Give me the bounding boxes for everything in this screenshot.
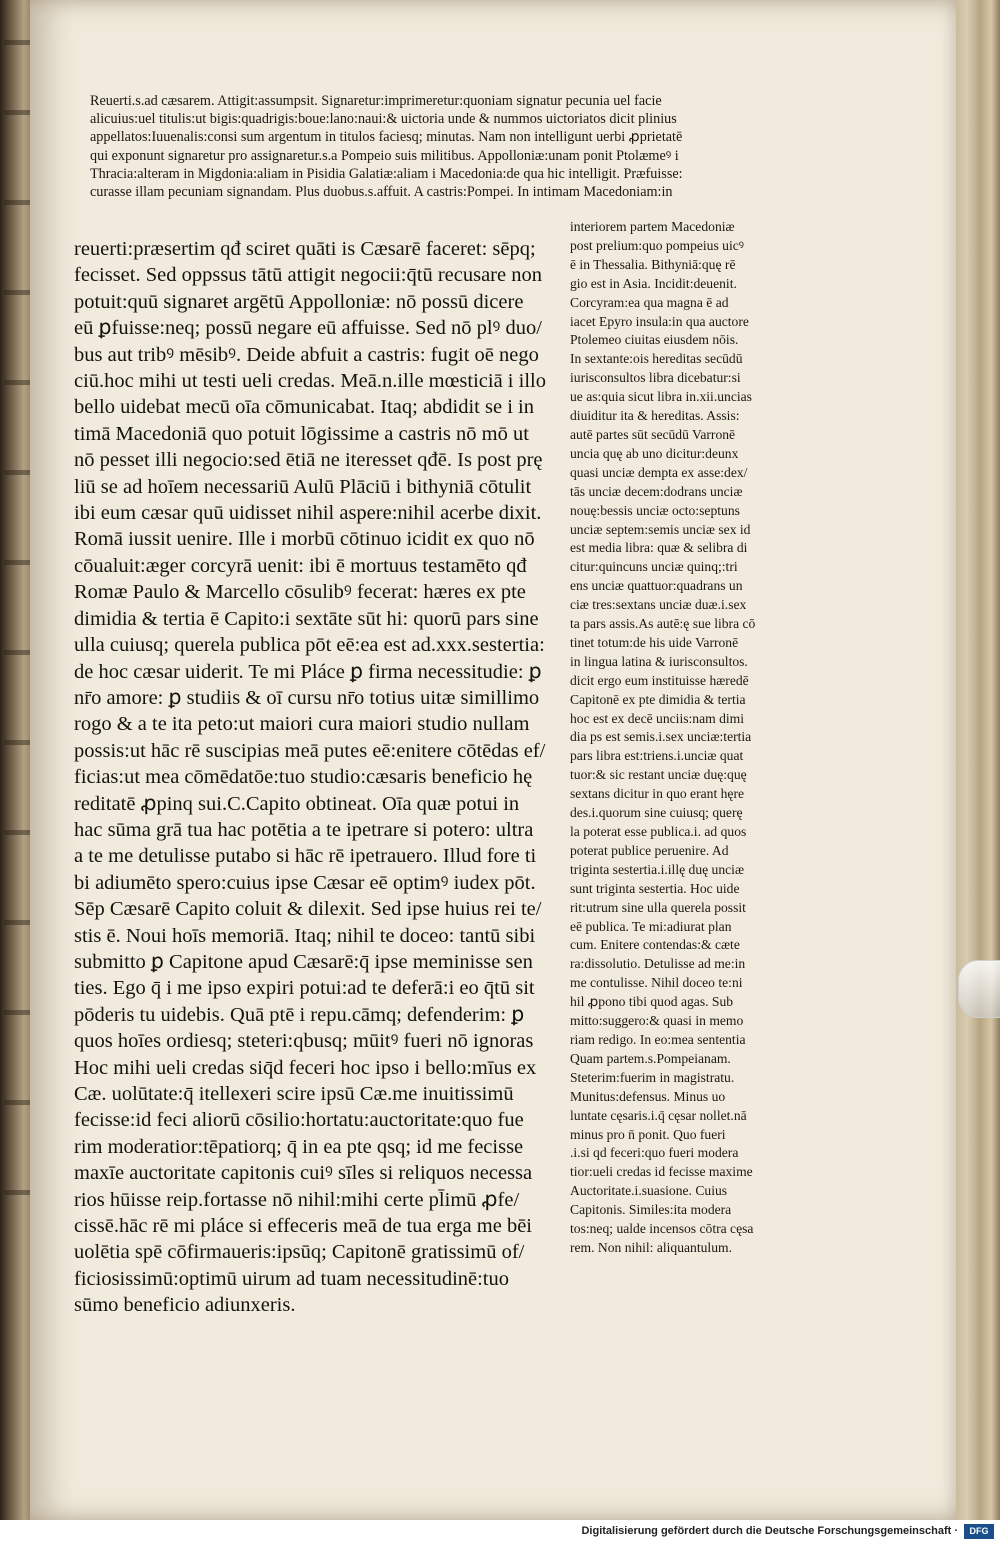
side-commentary-line: dia ps est semis.i.sex unciæ:tertia (570, 729, 752, 745)
text-line: rios hūisse reip.fortasse nō nihil:mihi certe pl̄imū ꝓfe/ (74, 1188, 520, 1211)
text-line: bi adiumēto spero:cuius ipse Cæsar eē optimꝰ iudex pōt. (74, 871, 536, 894)
top-commentary-block (90, 92, 880, 201)
text-line: Romā iussit uenire. Ille i morbū cōtinuo icidit ex quo nō (74, 528, 535, 551)
text-line: timā Macedoniā quo potuit lōgissime a castris nō mō ut (74, 422, 529, 445)
side-commentary-line: Steterim:fuerim in magistratu. (570, 1069, 735, 1085)
side-commentary-line: nouę:bessis unciæ octo:septuns (570, 502, 740, 518)
text-line: ciū.hoc mihi ut testi ueli credas. Meā.n.ille mœsticiā i illo (74, 370, 546, 393)
side-commentary-line: interiorem partem Macedoniæ (570, 219, 735, 234)
side-commentary-line: Quam partem.s.Pompeianam. (570, 1050, 731, 1066)
text-line: nr̄o amore: ꝑ studiis & oī cursu nr̄o totius uitæ simillimo (74, 686, 540, 709)
side-commentary-line: uncia quę ab uno dicitur:deunx (570, 445, 739, 461)
side-commentary-line: me contulisse. Nihil doceo te:ni (570, 975, 743, 991)
side-commentary-line: la poterat esse publica.i. ad quos (570, 824, 747, 839)
side-commentary-line: citur:quincuns unciæ quinq;:tri (570, 559, 738, 575)
side-commentary-line: ta pars assis.As autē:ę sue libra cō (570, 616, 756, 632)
page-stack-edge (956, 0, 1000, 1520)
side-commentary-column (570, 218, 840, 1258)
side-commentary-line: tos:neq; ualde incensos cōtra cęsa (570, 1221, 754, 1237)
commentary-line: curasse illam pecuniam signandam. Plus duobus.s.affuit. A castris:Pompei. In intimam Macedoniam:in (90, 184, 673, 201)
main-text-column (74, 236, 570, 1319)
text-line: ficiosissimū:optimū uirum ad tuam necessitudinē:tuo (74, 1267, 510, 1290)
text-line: sūmo beneficio adiunxeris. (74, 1294, 296, 1317)
text-line: reuerti:præsertim qđ sciret quāti is Cæsarē faceret: sēpq; (74, 238, 536, 260)
side-commentary-line: riam redigo. In eo:mea sententia (570, 1031, 746, 1047)
previous-page-edge (0, 0, 34, 1520)
side-commentary-line: sunt triginta sestertia. Hoc uide (570, 880, 740, 896)
side-commentary-line: hoc est ex decē unciis:nam dimi (570, 710, 745, 726)
side-commentary-line: rem. Non nihil: aliquantulum. (570, 1239, 732, 1255)
side-commentary-line: poterat publice peruenire. Ad (570, 842, 729, 858)
side-commentary-line: ē in Thessalia. Bithyniā:quę rē (570, 256, 736, 272)
commentary-line: Thracia:alteram in Migdonia:aliam in Pisidia Galatiæ:aliam i Macedonia:de qua hic intelligit. Præfuisse: (90, 165, 683, 182)
text-line: ibi eum cæsar quū uidisset nihil aspere:nihil acerbe dixit. (74, 502, 542, 525)
text-line: potuit:quū signareŧ argētū Appolloniæ: nō possū dicere (74, 290, 524, 313)
side-commentary-line: iurisconsultos libra dicebatur:si (570, 370, 741, 386)
text-line: cissē.hāc rē mi pláce si effeceris meā de tua erga me bēi (74, 1215, 532, 1238)
side-commentary-line: gio est in Asia. Incidit:deuenit. (570, 275, 737, 291)
footer-bar (0, 1520, 1000, 1544)
side-commentary-line: eē publica. Te mi:adiurat plan (570, 918, 732, 934)
text-line: fecisse:id feci aliorū cōsilio:hortatu:auctoritate:quo fue (74, 1109, 524, 1132)
side-commentary-line: ciæ tres:sextans unciæ duæ.i.sex (570, 597, 747, 613)
side-commentary-line: tior:ueli credas id fecisse maxime (570, 1164, 753, 1180)
text-line: quos hoīes ordiesq; steteri:qbusq; mūitꝰ fueri nō ignoras (74, 1030, 534, 1053)
side-commentary-line: rit:utrum sine ulla querela possit (570, 899, 746, 915)
commentary-line: alicuius:uel titulis:ut bigis:quadrigis:boue:lano:naui:& uictoria unde & nummos uictoriatos dicit plinius (90, 111, 677, 128)
side-commentary-line: sextans dicitur in quo erant hęre (570, 786, 745, 802)
text-line: maxīe auctoritate capitonis cuiꝰ sīles si reliquos necessa (74, 1162, 533, 1185)
text-line: ulla cuiusq; querela publica pōt eē:ea est ad.xxx.sestertia: (74, 634, 545, 657)
text-line: nō pesset illi negocio:sed ētiā ne iteresset qđē. Is post prę (74, 449, 543, 472)
text-line: eū ꝑfuisse:neq; possū negare eū affuisse. Sed nō plꝰ duo/ (74, 317, 542, 340)
text-line: cōualuit:æger corcyrā uenit: ibi ē mortuus testamēto qđ (74, 554, 527, 577)
text-line: hac sūma grā tua hac potētia a te ipetrare si potero: ultra (74, 818, 534, 841)
side-commentary-line: iacet Epyro insula:in qua auctore (570, 313, 749, 329)
side-commentary-line: tinet totum:de his uide Varronē (570, 634, 739, 650)
side-commentary-line: .i.si qd feceri:quo fueri modera (570, 1145, 739, 1161)
text-line: Cæ. uolūtate:q̄ itellexeri scire ipsū Cæ.me inuitissimū (74, 1083, 514, 1105)
text-line: pōderis tu uidebis. Quā ptē i repu.cāmq; defenderim: ꝑ (74, 1003, 525, 1026)
side-commentary-line: Ptolemeo ciuitas eiusdem nōis. (570, 332, 739, 348)
text-line: Romæ Paulo & Marcello cōsulibꝰ fecerat: hæres ex pte (74, 581, 526, 604)
side-commentary-line: Munitus:defensus. Minus uo (570, 1088, 726, 1104)
page-weight-clamp (958, 960, 1000, 1018)
side-commentary-line: est media libra: quæ & selibra di (570, 540, 748, 556)
commentary-line: Reuerti.s.ad cæsarem. Attigit:assumpsit. Signaretur:imprimeretur:quoniam signatur pecunia uel facie (90, 93, 662, 109)
text-line: possis:ut hāc rē suscipias meā putes eē:enitere cōtēdas ef/ (74, 739, 546, 762)
side-commentary-line: quasi unciæ dempta ex asse:dex/ (570, 464, 748, 480)
side-commentary-line: unciæ septem:semis unciæ sex id (570, 521, 751, 537)
text-line: stis ē. Noui hoīs memoriā. Itaq; nihil te doceo: tantū sibi (74, 924, 536, 947)
side-commentary-line: mitto:suggero:& quasi in memo (570, 1013, 744, 1029)
side-commentary-line: Capitonis. Similes:ita modera (570, 1202, 732, 1218)
side-commentary-line: Capitonē ex pte dimidia & tertia (570, 691, 746, 707)
text-line: reditatē ꝓpinq sui.C.Capito obtineat. Oīa quæ potui in (74, 792, 520, 815)
side-commentary-line: In sextante:ois hereditas secūdū (570, 351, 743, 367)
side-commentary-line: ens unciæ quattuor:quadrans un (570, 578, 743, 594)
dfg-logo-icon: DFG (964, 1524, 994, 1539)
side-commentary-line: ue as:quia sicut libra in.xii.uncias (570, 389, 752, 405)
text-line: de hoc cæsar uiderit. Te mi Pláce ꝑ firma necessitudie: ꝑ (74, 660, 542, 683)
side-commentary-line: diuiditur ita & hereditas. Assis: (570, 408, 740, 424)
side-commentary-line: Auctoritate.i.suasione. Cuius (570, 1183, 728, 1199)
commentary-line: qui exponunt signaretur pro assignaretur.s.a Pompeio suis militibus. Appolloniæ:unam ponit Ptolæmeꝰ i (90, 147, 679, 164)
side-commentary-line: Corcyram:ea qua magna ē ad (570, 294, 729, 310)
text-line: uolētia spē cōfirmaueris:ipsūq; Capitonē gratissimū of/ (74, 1241, 525, 1264)
text-line: bello uidebat mecū oīa cōmunicabat. Itaq; abdidit se i in (74, 396, 534, 419)
text-line: ties. Ego q̄ i me ipso expiri potui:ad te deferā:i eo q̄tū sit (74, 977, 535, 1000)
book-page (30, 0, 958, 1520)
side-commentary-line: triginta sestertia.i.illę duę unciæ (570, 861, 745, 877)
side-commentary-line: autē partes sūt secūdū Varronē (570, 426, 736, 442)
side-commentary-line: dicit ergo eum instituisse hæredē (570, 672, 749, 688)
text-line: a te me detulisse putabo si hāc rē ipetrauero. Illud fore ti (74, 845, 537, 868)
text-line: rim moderatior:tēpatiorq; q̄ in ea pte qsq; id me fecisse (74, 1135, 524, 1158)
text-line: dimidia & tertia ē Capito:i sextāte sūt hi: quorū pars sine (74, 607, 539, 630)
side-commentary-line: hil ꝓpono tibi quod agas. Sub (570, 994, 734, 1010)
side-commentary-line: tuor:& sic restant unciæ duę:quę (570, 767, 747, 783)
funding-credit: Digitalisierung gefördert durch die Deutsche Forschungsgemeinschaft · (581, 1525, 958, 1537)
side-commentary-line: in lingua latina & iurisconsultos. (570, 653, 748, 669)
side-commentary-line: tās unciæ decem:dodrans unciæ (570, 483, 743, 499)
text-line: submitto ꝑ Capitone apud Cæsarē:q̄ ipse meminisse sen (74, 950, 533, 973)
side-commentary-line: ra:dissolutio. Detulisse ad me:in (570, 956, 746, 972)
text-line: liū se ad hoīem necessariū Aulū Plāciū i bithyniā cōtulit (74, 475, 532, 498)
side-commentary-line: minus pro n̄ ponit. Quo fueri (570, 1126, 726, 1142)
side-commentary-line: cum. Enitere contendas:& cæte (570, 937, 740, 953)
text-line: bus aut tribꝰ mēsibꝰ. Deide abfuit a castris: fugit oē nego (74, 343, 539, 366)
text-line: fecisset. Sed oppssus tātū attigit negocii:q̄tū recusare non (74, 264, 542, 287)
text-line: ficias:ut mea cōmēdatōe:tuo studio:cæsaris beneficio hę (74, 766, 533, 789)
text-line: Sēp Cæsarē Capito coluit & dilexit. Sed ipse huius rei te/ (74, 898, 542, 921)
side-commentary-line: des.i.quorum sine cuiusq; querę (570, 805, 743, 821)
text-line: Hoc mihi ueli credas siq̄d feceri hoc ipso i bello:mīus ex (74, 1056, 537, 1079)
side-commentary-line: pars libra est:triens.i.unciæ quat (570, 748, 744, 764)
text-line: rogo & a te ita peto:ut maiori cura maiori studio nullam (74, 713, 530, 736)
side-commentary-line: post prelium:quo pompeius uicꝰ (570, 237, 744, 253)
commentary-line: appellatos:Iuuenalis:consi sum argentum in titulos faciesq; minutas. Nam non intelligunt uerbi ꝓprietatē (90, 129, 683, 146)
side-commentary-line: luntate cęsaris.i.q̄ cęsar nollet.nā (570, 1107, 747, 1123)
